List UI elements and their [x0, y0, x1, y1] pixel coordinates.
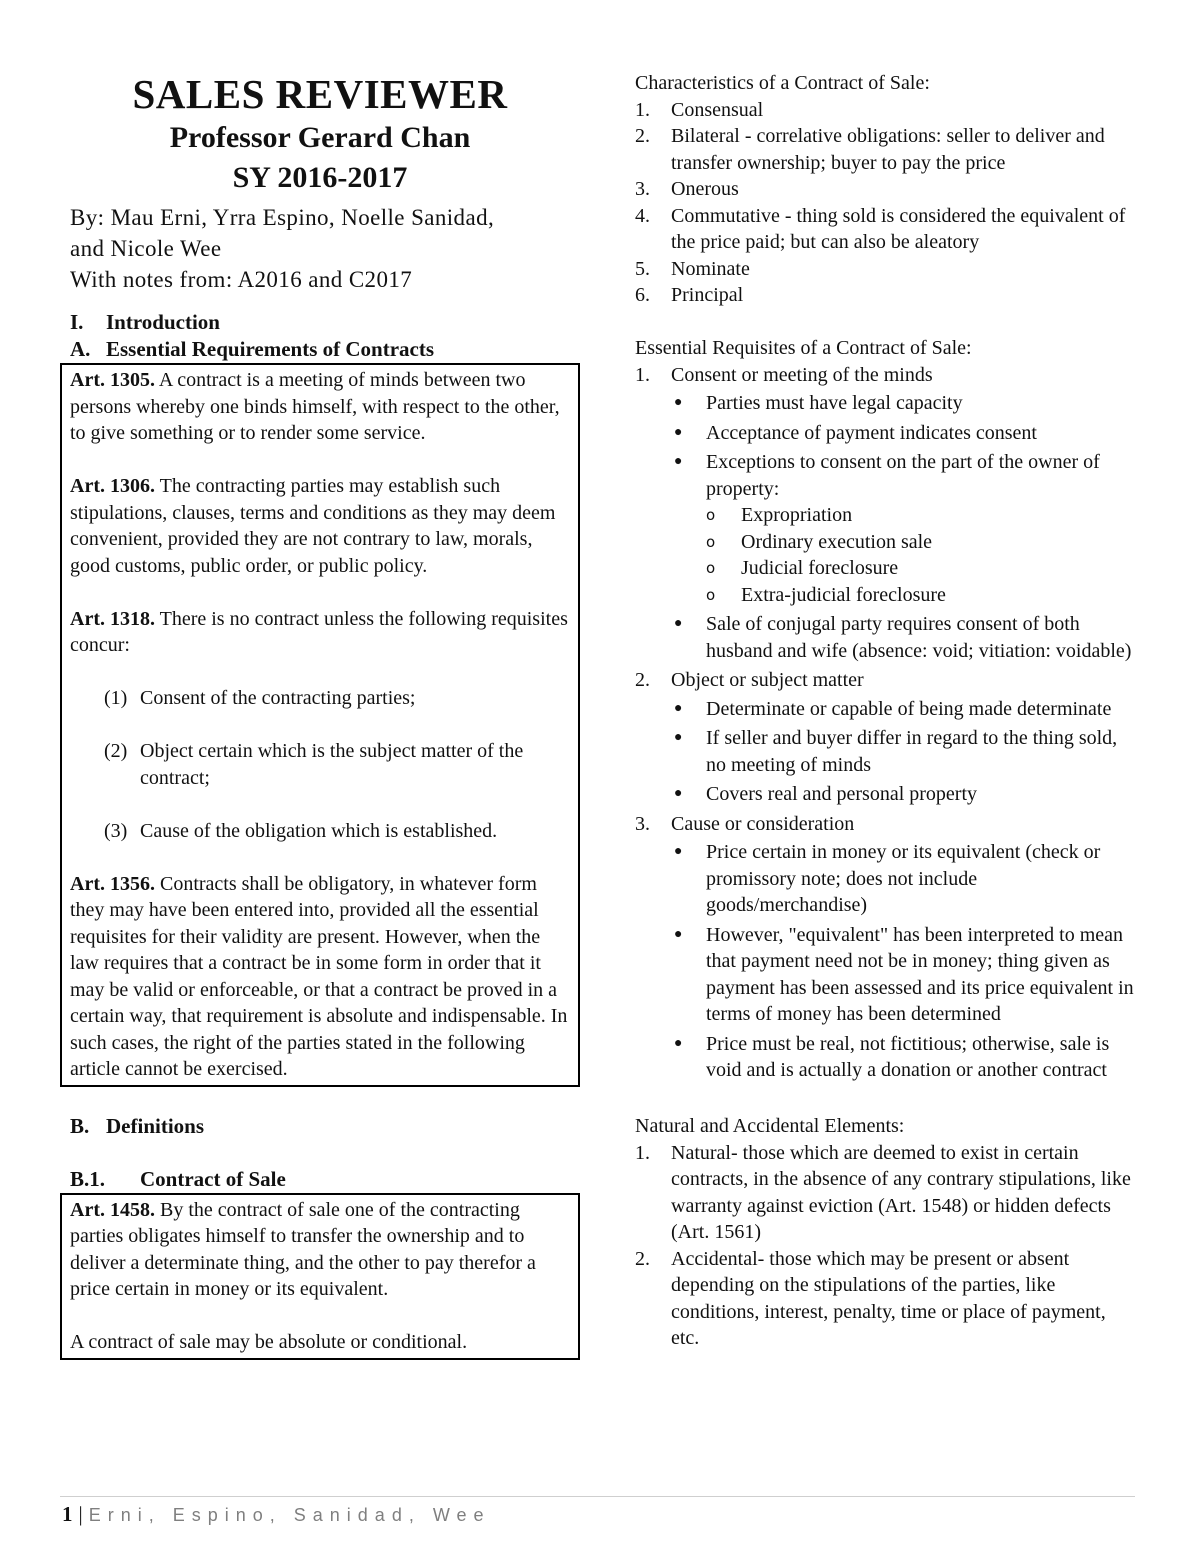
requisites-heading: Essential Requisites of a Contract of Sale:	[635, 337, 972, 359]
bullet-item	[671, 449, 1135, 608]
page-footer	[62, 1501, 491, 1528]
elements-heading: Natural and Accidental Elements:	[635, 1115, 905, 1137]
article-1356	[70, 871, 570, 1083]
list-text: Nominate	[671, 257, 750, 280]
hollow-o-bullet-icon: o	[706, 532, 716, 551]
list-item	[70, 685, 570, 712]
list-item	[635, 667, 1135, 811]
article-text: Contracts shall be obligatory, in whatever form they may have been entered into, provided all the essential requisites for their validity are present. However, when the law requires that a contract be in some form in order that it may be valid or enforceable, or that a contract be proved in a certain way, that requirement is absolute and indispensable. In such cases, the right of the parties stated in the following article cannot be exercised.	[70, 872, 568, 1080]
list-text: Bilateral - correlative obligations: seller to deliver and transfer ownership; buyer to pay the price	[671, 125, 1105, 174]
bullet-text: Price certain in money or its equivalent (check or promissory note; does not include goods/merchandise)	[706, 841, 1101, 916]
footer-divider	[60, 1496, 1135, 1497]
list-text: Consensual	[671, 98, 764, 121]
sub-bullet-list	[706, 502, 1135, 608]
right-column	[635, 70, 1135, 1352]
hollow-o-bullet-icon: o	[706, 506, 716, 524]
professor-name: Professor Gerard Chan	[169, 121, 471, 154]
list-number: 1.	[635, 98, 650, 121]
characteristics-heading: Characteristics of a Contract of Sale:	[635, 72, 930, 94]
list-text: Accidental- those which may be present or absent depending on the stipulations of the parties, like conditions, interest, penalty, time or place of payment, etc.	[671, 1247, 1106, 1349]
list-item	[635, 123, 1135, 176]
filled-circle-bullet-icon: ●	[674, 926, 683, 942]
article-ref: Art. 1306.	[70, 475, 155, 497]
list-text: Natural- those which are deemed to exist in certain contracts, in the absence of any contrary stipulations, like warranty against eviction (Art. 1548) or hidden defects (Art. 1561)	[671, 1141, 1131, 1243]
sub-bullet-text: Judicial foreclosure	[741, 557, 899, 579]
section-number: B.	[70, 1113, 90, 1138]
list-number: 3.	[635, 812, 650, 835]
list-number: (1)	[104, 687, 128, 709]
list-text: Commutative - thing sold is considered the equivalent of the price paid; but can also be aleatory	[671, 204, 1126, 253]
section-heading-introduction	[70, 309, 580, 336]
list-number: 2.	[635, 669, 650, 691]
filled-circle-bullet-icon: ●	[674, 786, 683, 801]
list-number: 5.	[635, 257, 650, 280]
list-item	[635, 1246, 1135, 1352]
list-text: Onerous	[671, 178, 739, 200]
article-1305	[70, 367, 570, 447]
bullet-text: Price must be real, not fictitious; otherwise, sale is void and is actually a donation or another contract	[706, 1032, 1110, 1081]
filled-circle-bullet-icon: ●	[674, 1035, 683, 1051]
list-number: 6.	[635, 284, 650, 306]
list-text: Consent of the contracting parties;	[140, 687, 416, 709]
school-year: SY 2016-2017	[232, 161, 408, 194]
list-item	[635, 203, 1135, 256]
article-1458	[70, 1197, 570, 1303]
byline-line-2: and Nicole Wee	[70, 236, 222, 261]
list-text: Object or subject matter	[671, 669, 864, 691]
list-text: Cause or consideration	[671, 812, 855, 835]
bullet-text: Sale of conjugal party requires consent of both husband and wife (absence: void; vitiation: voidable)	[706, 613, 1132, 662]
list-number: 2.	[635, 1247, 650, 1270]
section-label: Essential Requirements of Contracts	[106, 337, 435, 361]
bullet-list	[671, 839, 1135, 1084]
bullet-text: Parties must have legal capacity	[706, 392, 963, 414]
bullet-text: Acceptance of payment indicates consent	[706, 421, 1037, 444]
article-ref: Art. 1305.	[70, 369, 155, 391]
bullet-text: However, "equivalent" has been interpreted to mean that payment need not be in money; thing given as payment has been assessed and its price equivalent in terms of money has been determined	[706, 923, 1134, 1025]
requisites-list	[70, 685, 570, 844]
list-number: 4.	[635, 204, 650, 227]
list-text: Cause of the obligation which is established.	[140, 819, 498, 842]
bullet-item	[671, 781, 1135, 808]
article-ref: Art. 1458.	[70, 1198, 155, 1221]
page-number: 1	[62, 1502, 73, 1526]
bullet-item	[671, 1031, 1135, 1084]
notes-line: With notes from: A2016 and C2017	[70, 267, 413, 292]
filled-circle-bullet-icon: ●	[674, 844, 683, 859]
list-text: Principal	[671, 284, 744, 306]
footer-authors: Erni, Espino, Sanidad, Wee	[88, 1505, 491, 1525]
section-number: I.	[70, 310, 84, 334]
list-number: (3)	[104, 819, 128, 842]
bullet-item	[671, 839, 1135, 919]
article-1318	[70, 606, 570, 659]
sub-bullet-item	[706, 529, 1135, 556]
bullet-text: Exceptions to consent on the part of the owner of property:	[706, 451, 1100, 500]
filled-circle-bullet-icon: ●	[674, 700, 683, 716]
bullet-item	[671, 696, 1135, 723]
bullet-item	[671, 611, 1135, 664]
requisites-list	[635, 362, 1135, 1087]
sub-bullet-text: Extra-judicial foreclosure	[741, 583, 946, 606]
section-heading-definitions	[70, 1113, 580, 1140]
bullet-item	[671, 725, 1135, 778]
article-ref: Art. 1356.	[70, 872, 155, 895]
left-column	[60, 70, 580, 1360]
section-number: B.1.	[70, 1166, 106, 1191]
codal-box-contract-of-sale	[60, 1193, 580, 1360]
bullet-item	[671, 390, 1135, 417]
bullet-text: If seller and buyer differ in regard to the thing sold, no meeting of minds	[706, 727, 1118, 776]
bullet-text: Covers real and personal property	[706, 783, 978, 805]
list-item	[635, 176, 1135, 203]
list-item	[635, 362, 1135, 668]
filled-circle-bullet-icon: ●	[674, 454, 683, 469]
hollow-o-bullet-icon: o	[706, 559, 716, 577]
list-item	[635, 811, 1135, 1087]
list-number: 1.	[635, 363, 650, 386]
elements-list	[635, 1140, 1135, 1352]
list-number: 3.	[635, 178, 650, 200]
article-1306	[70, 473, 570, 579]
section-label: Contract of Sale	[140, 1166, 286, 1191]
section-heading-essential-requirements	[70, 336, 580, 363]
list-number: 1.	[635, 1141, 650, 1164]
bullet-text: Determinate or capable of being made determinate	[706, 697, 1112, 720]
list-number: 2.	[635, 125, 650, 147]
article-text: By the contract of sale one of the contracting parties obligates himself to transfer the ownership and to deliver a determinate thing, and the other to pay therefor a price certain in money or its equivalent.	[70, 1198, 536, 1300]
sub-bullet-item	[706, 582, 1135, 609]
list-item	[635, 1140, 1135, 1246]
codal-box-contracts	[60, 363, 580, 1087]
sub-bullet-item	[706, 555, 1135, 582]
section-heading-contract-of-sale	[70, 1166, 580, 1193]
byline-line-1: By: Mau Erni, Yrra Espino, Noelle Sanidad,	[70, 205, 495, 230]
bullet-list	[671, 390, 1135, 664]
sub-bullet-text: Expropriation	[741, 504, 853, 526]
section-label: Definitions	[106, 1113, 205, 1138]
filled-circle-bullet-icon: ●	[674, 616, 683, 631]
filled-circle-bullet-icon: ●	[674, 395, 683, 410]
list-item	[70, 818, 570, 845]
filled-circle-bullet-icon: ●	[674, 730, 683, 745]
section-number: A.	[70, 337, 91, 361]
filled-circle-bullet-icon: ●	[674, 424, 683, 440]
document-title: SALES REVIEWER	[132, 71, 508, 117]
article-ref: Art. 1318.	[70, 607, 155, 630]
list-item	[635, 282, 1135, 309]
list-item	[635, 256, 1135, 283]
footer-separator: |	[78, 1502, 83, 1526]
article-text: The contracting parties may establish such stipulations, clauses, terms and conditions as they may deem convenient, provided they are not contrary to law, morals, good customs, public order, or public policy.	[70, 475, 556, 577]
article-text: There is no contract unless the following requisites concur:	[70, 607, 568, 656]
list-text: Consent or meeting of the minds	[671, 363, 933, 386]
bullet-list	[671, 696, 1135, 808]
list-number: (2)	[104, 740, 128, 762]
list-text: Object certain which is the subject matter of the contract;	[140, 740, 524, 789]
article-text: A contract is a meeting of minds between two persons whereby one binds himself, with respect to the other, to give something or to render some service.	[70, 369, 560, 444]
section-label: Introduction	[106, 310, 220, 334]
bullet-item	[671, 922, 1135, 1028]
list-item	[635, 97, 1135, 124]
hollow-o-bullet-icon: o	[706, 585, 716, 604]
sub-bullet-item	[706, 502, 1135, 529]
list-item	[70, 738, 570, 791]
closing-sentence: A contract of sale may be absolute or conditional.	[70, 1331, 468, 1353]
bullet-item	[671, 420, 1135, 447]
characteristics-list	[635, 97, 1135, 309]
sub-bullet-text: Ordinary execution sale	[741, 530, 933, 553]
